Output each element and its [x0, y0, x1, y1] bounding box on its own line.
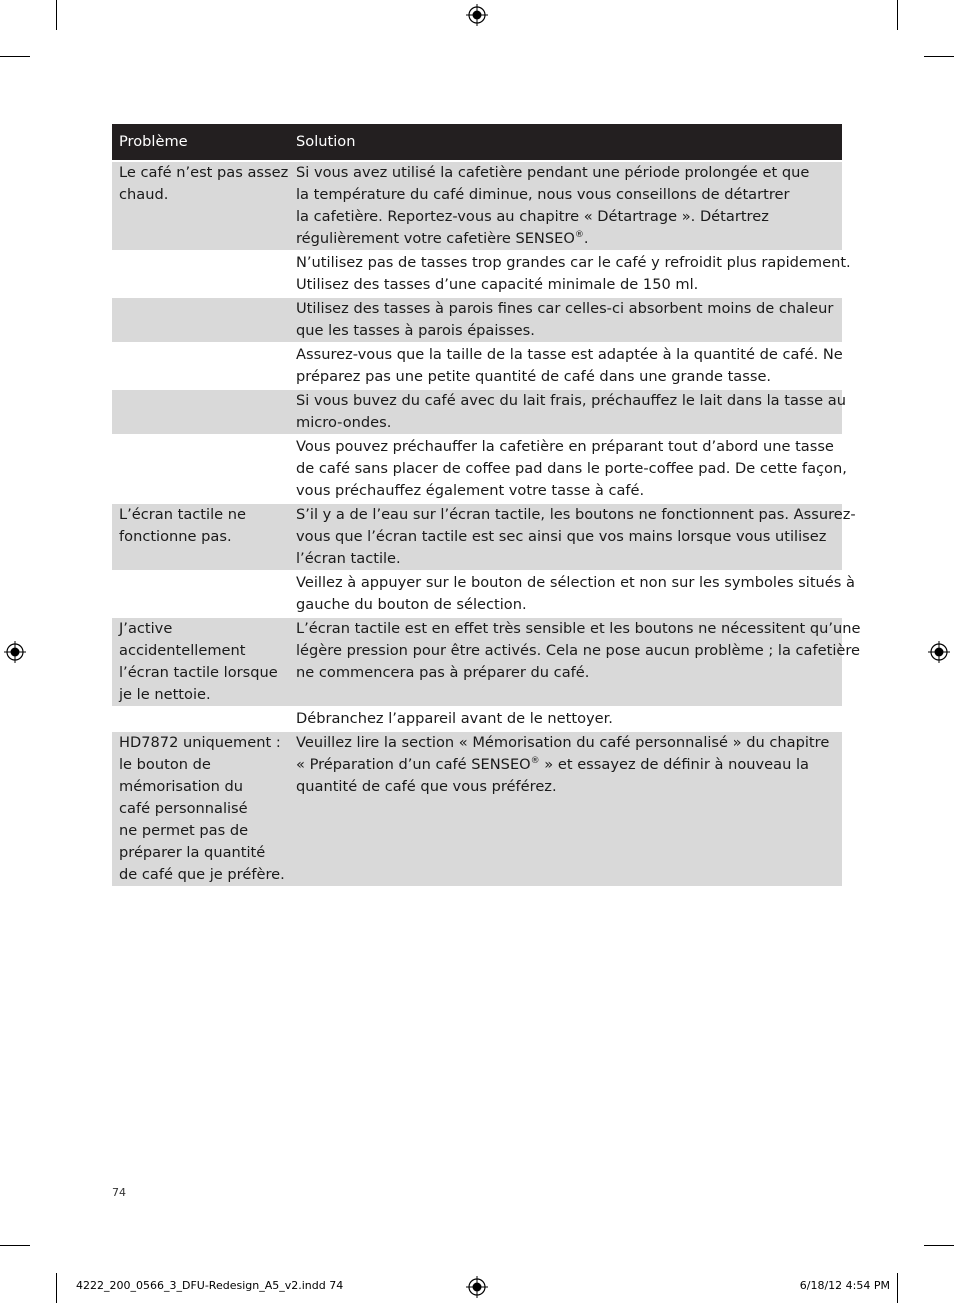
problem-line: mémorisation du — [119, 778, 244, 795]
table-row — [112, 343, 842, 389]
problem-line: L’écran tactile ne — [119, 506, 246, 523]
table-row — [112, 731, 842, 887]
solution-line — [296, 228, 835, 250]
crop-mark-icon — [897, 1273, 898, 1303]
problem-line: ne permet pas de — [119, 822, 249, 839]
table-row — [112, 161, 842, 251]
solution-line: légère pression pour être activés. Cela ne pose aucun problème ; la cafetière — [296, 642, 861, 659]
crop-mark-icon — [897, 0, 898, 30]
problem-cell — [112, 435, 289, 503]
solution-cell — [289, 731, 842, 887]
table-row — [112, 707, 842, 731]
solution-cell — [289, 617, 861, 707]
troubleshooting-table — [112, 124, 861, 888]
solution-cell — [289, 707, 842, 731]
solution-line: de café sans placer de coffee pad dans le porte-coffee pad. De cette façon, — [296, 460, 847, 477]
table-header-row — [112, 124, 842, 161]
solution-line: micro-ondes. — [296, 414, 392, 431]
solution-text: « Préparation d’un café SENSEO — [296, 756, 531, 773]
problem-cell — [112, 389, 289, 435]
solution-cell — [289, 161, 842, 251]
registration-mark-icon — [466, 1276, 488, 1298]
problem-cell — [112, 161, 289, 251]
header-problem: Problème — [112, 124, 289, 161]
solution-line: la température du café diminue, nous vous conseillons de détartrer — [296, 186, 790, 203]
crop-mark-icon — [924, 56, 954, 57]
solution-line: ne commencera pas à préparer du café. — [296, 664, 590, 681]
solution-line: que les tasses à parois épaisses. — [296, 322, 535, 339]
slug-file: 4222_200_0566_3_DFU-Redesign_A5_v2.indd 74 — [76, 1279, 344, 1292]
solution-line: gauche du bouton de sélection. — [296, 596, 527, 613]
solution-line — [296, 754, 835, 776]
solution-line: Si vous avez utilisé la cafetière pendant une période prolongée et que — [296, 164, 810, 181]
registration-mark-icon — [928, 641, 950, 663]
solution-cell — [289, 297, 842, 343]
solution-line: Veuillez lire la section « Mémorisation du café personnalisé » du chapitre — [296, 734, 830, 751]
crop-mark-icon — [56, 0, 57, 30]
header-solution: Solution — [289, 124, 842, 161]
problem-cell — [112, 571, 289, 617]
solution-line: Assurez-vous que la taille de la tasse est adaptée à la quantité de café. Ne — [296, 346, 843, 363]
problem-line: fonctionne pas. — [119, 528, 232, 545]
solution-line: vous préchauffez également votre tasse à café. — [296, 482, 645, 499]
solution-line: Débranchez l’appareil avant de le nettoyer. — [296, 710, 613, 727]
table-row — [112, 435, 842, 503]
problem-cell — [112, 343, 289, 389]
table-row — [112, 571, 842, 617]
problem-line: préparer la quantité — [119, 844, 266, 861]
solution-text: . — [583, 230, 589, 247]
solution-line: N’utilisez pas de tasses trop grandes car le café y refroidit plus rapidement. — [296, 254, 851, 271]
solution-cell — [289, 343, 842, 389]
problem-line: HD7872 uniquement : — [119, 734, 281, 751]
solution-line: Vous pouvez préchauffer la cafetière en préparant tout d’abord une tasse — [296, 438, 834, 455]
problem-cell — [112, 617, 289, 707]
solution-line: L’écran tactile est en effet très sensible et les boutons ne nécessitent qu’une — [296, 620, 861, 637]
solution-text: » et essayez de définir à nouveau la — [539, 756, 809, 773]
problem-line: Le café n’est pas assez — [119, 164, 289, 181]
solution-cell — [289, 389, 846, 435]
solution-line: Si vous buvez du café avec du lait frais, préchauffez le lait dans la tasse au — [296, 392, 846, 409]
solution-cell — [289, 435, 847, 503]
problem-line: de café que je préfère. — [119, 866, 285, 883]
solution-line: l’écran tactile. — [296, 550, 401, 567]
solution-line: Utilisez des tasses d’une capacité minimale de 150 ml. — [296, 276, 699, 293]
solution-line: quantité de café que vous préférez. — [296, 778, 557, 795]
table-row — [112, 251, 842, 297]
solution-line: S’il y a de l’eau sur l’écran tactile, les boutons ne fonctionnent pas. Assurez- — [296, 506, 856, 523]
solution-cell — [289, 251, 851, 297]
solution-line: Utilisez des tasses à parois fines car celles-ci absorbent moins de chaleur — [296, 300, 834, 317]
solution-line: Veillez à appuyer sur le bouton de sélection et non sur les symboles situés à — [296, 574, 855, 591]
crop-mark-icon — [924, 1245, 954, 1246]
solution-line: vous que l’écran tactile est sec ainsi que vos mains lorsque vous utilisez — [296, 528, 827, 545]
problem-cell — [112, 503, 289, 571]
table-row — [112, 503, 842, 571]
page-number: 74 — [112, 1186, 126, 1199]
solution-text: régulièrement votre cafetière SENSEO — [296, 230, 575, 247]
problem-cell — [112, 731, 289, 887]
solution-cell — [289, 503, 856, 571]
solution-line: la cafetière. Reportez-vous au chapitre « Détartrage ». Détartrez — [296, 208, 769, 225]
slug-date: 6/18/12 4:54 PM — [799, 1279, 890, 1292]
problem-cell — [112, 707, 289, 731]
problem-cell — [112, 251, 289, 297]
table-row — [112, 297, 842, 343]
table-row — [112, 389, 842, 435]
problem-line: le bouton de — [119, 756, 211, 773]
solution-line: préparez pas une petite quantité de café dans une grande tasse. — [296, 368, 772, 385]
problem-line: café personnalisé — [119, 800, 248, 817]
registration-mark-icon — [4, 641, 26, 663]
registered-mark: ® — [574, 230, 584, 240]
crop-mark-icon — [0, 1245, 30, 1246]
problem-line: J’active — [119, 620, 173, 637]
crop-mark-icon — [56, 1273, 57, 1303]
problem-line: je le nettoie. — [119, 686, 211, 703]
crop-mark-icon — [0, 56, 30, 57]
solution-cell — [289, 571, 855, 617]
registration-mark-icon — [466, 4, 488, 26]
problem-line: l’écran tactile lorsque — [119, 664, 278, 681]
table-row — [112, 617, 842, 707]
problem-line: chaud. — [119, 186, 169, 203]
registered-mark: ® — [530, 756, 540, 766]
problem-cell — [112, 297, 289, 343]
problem-line: accidentellement — [119, 642, 246, 659]
